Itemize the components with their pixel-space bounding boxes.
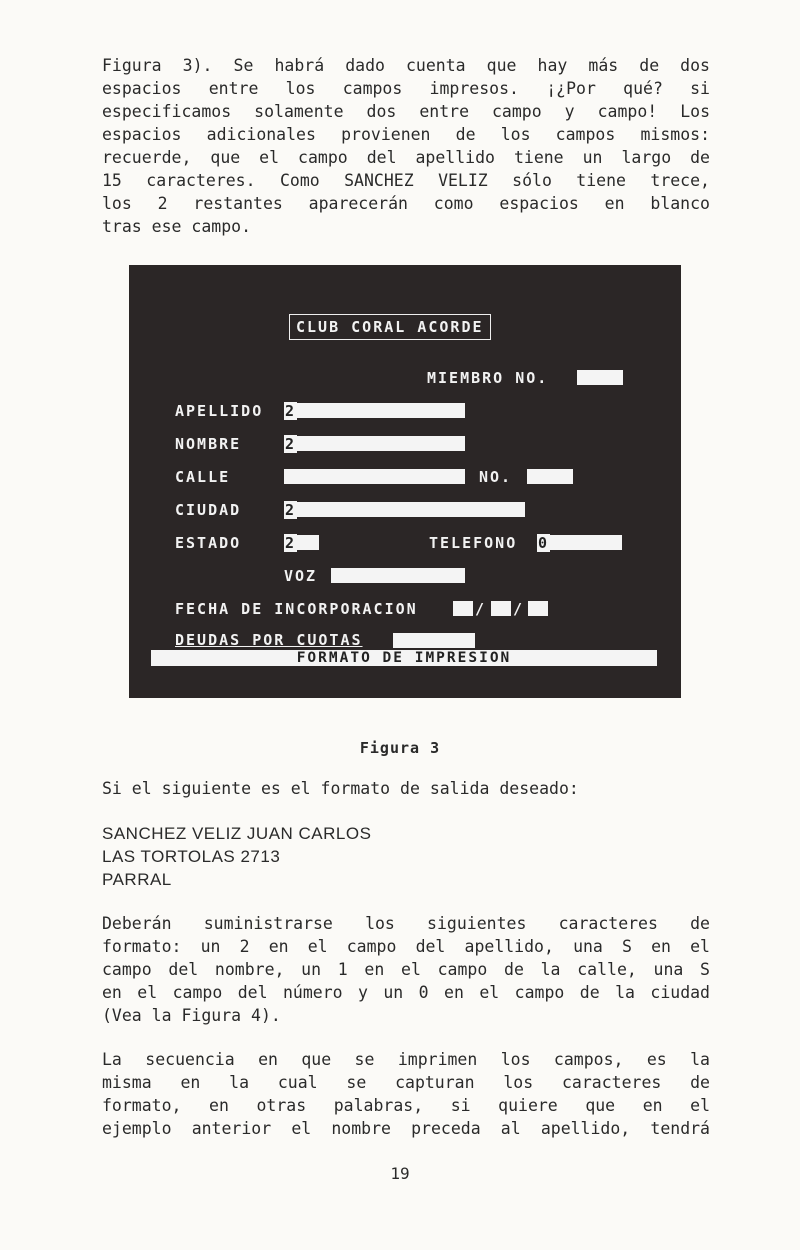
ciudad-code-char: 2 — [285, 501, 297, 519]
paragraph-1 — [102, 54, 710, 238]
fecha-slash-2: / — [513, 600, 525, 618]
ciudad-field — [297, 502, 525, 517]
miembro-field — [577, 370, 623, 385]
nombre-label: NOMBRE — [175, 435, 242, 453]
voz-field — [331, 568, 465, 583]
output-line: PARRAL — [102, 870, 172, 889]
text-line: formato: un 2 en el campo del apellido, una S en el — [102, 937, 710, 956]
apellido-label: APELLIDO — [175, 402, 264, 420]
calle-field — [284, 469, 465, 484]
fecha-label: FECHA DE INCORPORACION — [175, 600, 418, 618]
estado-label: ESTADO — [175, 534, 242, 552]
intro-line — [102, 777, 710, 800]
text-line: los 2 restantes aparecerán como espacios en blanco — [102, 194, 710, 213]
ciudad-code — [284, 501, 297, 519]
text-line: Figura 3). Se habrá dado cuenta que hay más de dos — [102, 56, 710, 75]
nombre-code-char: 2 — [285, 435, 297, 453]
no-label: NO. — [479, 468, 513, 486]
calle-label: CALLE — [175, 468, 231, 486]
text-line: recuerde, que el campo del apellido tiene un largo de — [102, 148, 710, 167]
page-number: 19 — [390, 1164, 410, 1183]
fecha-day-field — [453, 601, 473, 616]
text-line: espacios adicionales provienen de los campos mismos: — [102, 125, 710, 144]
nombre-field — [297, 436, 465, 451]
text-line: Deberán suministrarse los siguientes caracteres de — [102, 914, 710, 933]
no-field — [527, 469, 573, 484]
estado-field — [297, 535, 319, 550]
paragraph-2 — [102, 912, 710, 1027]
estado-code — [284, 534, 297, 552]
output-example — [102, 822, 371, 891]
deudas-label: DEUDAS POR CUOTAS — [175, 631, 363, 649]
formato-impresion-bar: FORMATO DE IMPRESION — [151, 650, 657, 666]
telefono-field — [550, 535, 622, 550]
fecha-year-field — [528, 601, 548, 616]
deudas-field — [393, 633, 475, 648]
voz-label: VOZ — [284, 567, 318, 585]
text-line: espacios entre los campos impresos. ¡¿Por qué? si — [102, 79, 710, 98]
text-line: (Vea la Figura 4). — [102, 1006, 281, 1025]
paragraph-3 — [102, 1048, 710, 1140]
output-line: SANCHEZ VELIZ JUAN CARLOS — [102, 824, 372, 843]
text-line: formato, en otras palabras, si quiere que en el — [102, 1096, 710, 1115]
apellido-code — [284, 402, 297, 420]
text-line: especificamos solamente dos entre campo y campo! Los — [102, 102, 710, 121]
telefono-code-char: 0 — [538, 534, 550, 552]
text-line: ejemplo anterior el nombre preceda al apellido, tendrá — [102, 1119, 710, 1138]
text-line: misma en la cual se capturan los caracteres de — [102, 1073, 710, 1092]
output-line: LAS TORTOLAS 2713 — [102, 847, 281, 866]
nombre-code — [284, 435, 297, 453]
fecha-month-field — [491, 601, 511, 616]
fecha-slash-1: / — [475, 600, 487, 618]
estado-code-char: 2 — [285, 534, 297, 552]
telefono-code — [537, 534, 550, 552]
text-line: campo del nombre, un 1 en el campo de la calle, una S — [102, 960, 710, 979]
text-line: La secuencia en que se imprimen los campos, es la — [102, 1050, 710, 1069]
screen-title: CLUB CORAL ACORDE — [289, 314, 491, 340]
text-line: tras ese campo. — [102, 217, 252, 236]
screen-figure — [129, 265, 681, 698]
apellido-code-char: 2 — [285, 402, 297, 420]
text-line: en el campo del número y un 0 en el campo de la ciudad — [102, 983, 710, 1002]
figure-caption: Figura 3 — [359, 739, 441, 757]
apellido-field — [297, 403, 465, 418]
telefono-label: TELEFONO — [429, 534, 518, 552]
text-line: Si el siguiente es el formato de salida deseado: — [102, 779, 579, 798]
text-line: 15 caracteres. Como SANCHEZ VELIZ sólo tiene trece, — [102, 171, 710, 190]
miembro-label: MIEMBRO NO. — [427, 369, 549, 387]
ciudad-label: CIUDAD — [175, 501, 242, 519]
